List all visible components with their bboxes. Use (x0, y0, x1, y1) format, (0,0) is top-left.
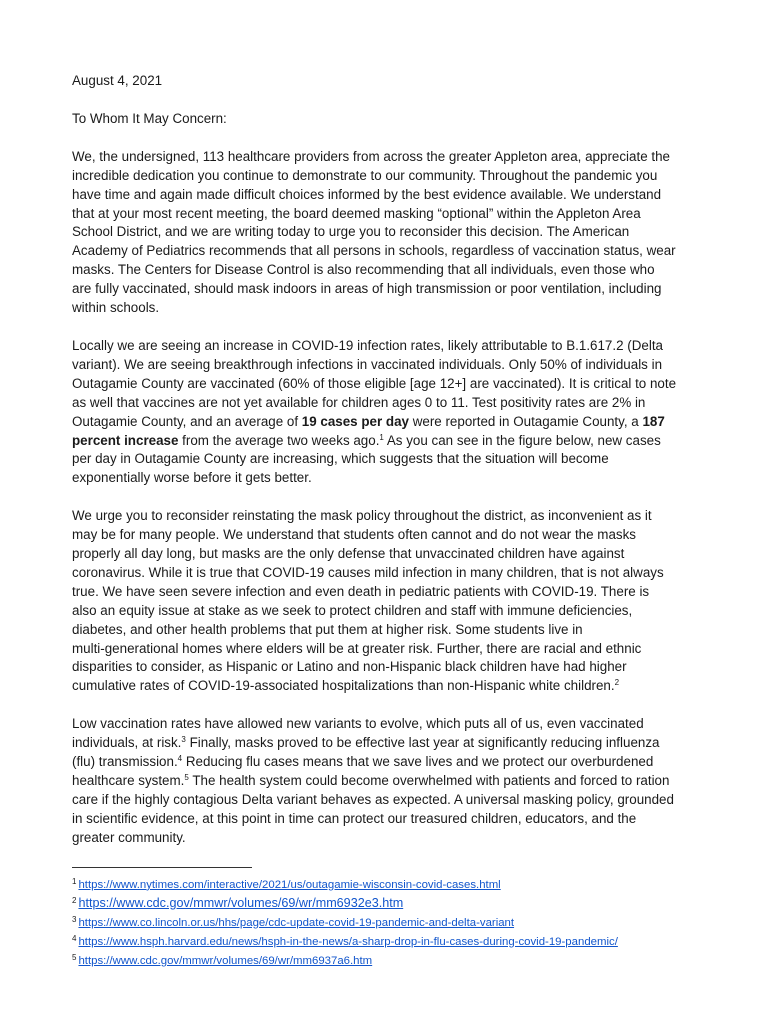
footnote-mark: 5 (72, 952, 77, 962)
p4-text: (flu) transmission. (72, 754, 178, 770)
letter-date: August 4, 2021 (72, 73, 163, 88)
footnote-link[interactable]: https://www.nytimes.com/interactive/2021/us/outagamie-wisconsin-covid-cases.html (78, 878, 501, 891)
paragraph-3 (72, 507, 708, 696)
p4-line: Low vaccination rates have allowed new variants to evolve, which puts all of us, even vaccinated (72, 716, 644, 732)
p3-text: cumulative rates of COVID-19-associated hospitalizations than non-Hispanic white children. (72, 678, 615, 694)
p4-line: in scientific evidence, at this point in time can protect our treasured children, educators, and the (72, 810, 637, 826)
p4-text: The health system could become overwhelmed with patients and forced to ration (188, 773, 670, 788)
footnote-mark: 3 (72, 914, 77, 924)
p2-line: per day in Outagamie County are increasing, which suggests that the situation will become (72, 451, 609, 467)
p2-text: As you can see in the figure below, new cases (383, 432, 661, 448)
p4-text: Finally, masks proved to be effective last year at significantly reducing influenza (185, 735, 660, 751)
footnote-ref-3[interactable]: 3 (181, 735, 186, 745)
p1-line: School District, and we are writing today to urge you to reconsider this decision. The American (72, 224, 630, 240)
footnote-ref-2[interactable]: 2 (614, 678, 620, 688)
footnote-link[interactable]: https://www.co.lincoln.or.us/hhs/page/cdc-update-covid-19-pandemic-and-delta-variant (78, 916, 515, 929)
p4-line (72, 734, 708, 753)
p2-line: as well that vaccines are not yet available for children ages 0 to 11. Test positivity rates are 2% in (72, 394, 646, 410)
p3-line (72, 677, 708, 696)
p3-line: multi-generational homes where elders will be at greater risk. Further, there are racial and ethnic (72, 640, 642, 656)
p2-line (72, 413, 708, 432)
p1-line: that at your most recent meeting, the board deemed masking “optional” within the Appleton Area (72, 205, 641, 221)
footnote-ref-1[interactable]: 1 (379, 432, 384, 442)
percent-value: 187 (642, 413, 665, 429)
footnote (72, 931, 708, 950)
p3-line: diabetes, and other health problems that put them at higher risk. Some students live in (72, 621, 583, 637)
p1-line: Academy of Pediatrics recommends that all persons in schools, regardless of vaccination status, wear (72, 243, 676, 259)
p2-text: were reported in Outagamie County, a (409, 413, 643, 429)
p1-line: are fully vaccinated, should mask indoors in areas of high transmission or poor ventilation, including (72, 281, 662, 297)
p2-line: Locally we are seeing an increase in COVID-19 infection rates, likely attributable to B.1.617.2 (Delta (72, 337, 663, 353)
p4-line: care if the highly contagious Delta variant behaves as expected. A universal masking policy, grounded (72, 791, 674, 807)
footnote-ref-5[interactable]: 5 (184, 773, 189, 782)
paragraph-4 (72, 715, 708, 847)
p3-line: properly all day long, but masks are the only defense that unvaccinated children have against (72, 546, 625, 562)
p3-line: may be for many people. We understand that students often cannot and do not wear the masks (72, 527, 636, 543)
salutation: To Whom It May Concern: (72, 110, 227, 126)
p4-line (72, 772, 708, 791)
footnote (72, 874, 708, 893)
footnote (72, 950, 708, 969)
footnote-divider (72, 867, 252, 868)
percent-increase: percent increase (72, 432, 179, 448)
p2-text: from the average two weeks ago. (178, 432, 380, 448)
p3-line: also an equity issue at stake as we seek to protect children and staff with immune deficiencies, (72, 602, 633, 618)
p2-line: exponentially worse before it gets better. (72, 470, 312, 486)
paragraph-1 (72, 148, 708, 318)
footnote (72, 912, 708, 931)
footnote-ref-4[interactable]: 4 (177, 754, 183, 764)
p2-line: Outagamie County are vaccinated (60% of those eligible [age 12+] are vaccinated). It is critical to note (72, 375, 677, 391)
cases-per-day: 19 cases per day (301, 413, 409, 429)
p4-text: individuals, at risk. (72, 735, 182, 751)
paragraph-2 (72, 337, 708, 488)
footnote-mark: 4 (72, 933, 77, 943)
footnote-link[interactable]: https://www.cdc.gov/mmwr/volumes/69/wr/mm6937a6.htm (78, 954, 373, 967)
p3-line: We urge you to reconsider reinstating the mask policy throughout the district, as inconvenient as it (72, 508, 652, 524)
p2-line (72, 432, 708, 451)
p4-line (72, 753, 708, 772)
p1-line: incredible dedication you continue to demonstrate to our community. Throughout the pandemic you (72, 167, 658, 183)
footnote-link[interactable]: https://www.cdc.gov/mmwr/volumes/69/wr/mm6932e3.htm (78, 895, 404, 910)
p4-text: Reducing flu cases means that we save lives and we protect our overburdened (182, 754, 654, 770)
p1-line: masks. The Centers for Disease Control is also recommending that all individuals, even those who (72, 262, 655, 278)
p3-line: true. We have seen severe infection and even death in pediatric patients with COVID-19. There is (72, 583, 650, 599)
p3-line: coronavirus. While it is true that COVID-19 causes mild infection in many children, that is not always (72, 564, 664, 580)
p3-line: disparities to consider, as Hispanic or Latino and non-Hispanic black children have had higher (72, 659, 627, 675)
p1-line: We, the undersigned, 113 healthcare providers from across the greater Appleton area, appreciate the (72, 148, 670, 164)
p4-text: healthcare system. (72, 773, 185, 788)
footnote-mark: 2 (72, 895, 77, 905)
footnotes (72, 874, 708, 969)
footnote-link[interactable]: https://www.hsph.harvard.edu/news/hsph-in-the-news/a-sharp-drop-in-flu-cases-during-covid-19-pandemic/ (78, 935, 618, 948)
p4-line: greater community. (72, 829, 186, 845)
p2-text: Outagamie County, and an average of (72, 413, 302, 429)
footnote-mark: 1 (72, 876, 77, 886)
p1-line: within schools. (72, 300, 160, 316)
p1-line: have time and again made difficult choices informed by the best evidence available. We understand (72, 186, 662, 202)
footnote (72, 893, 708, 912)
p2-line: variant). We are seeing breakthrough infections in vaccinated individuals. Only 50% of individuals in (72, 356, 663, 372)
